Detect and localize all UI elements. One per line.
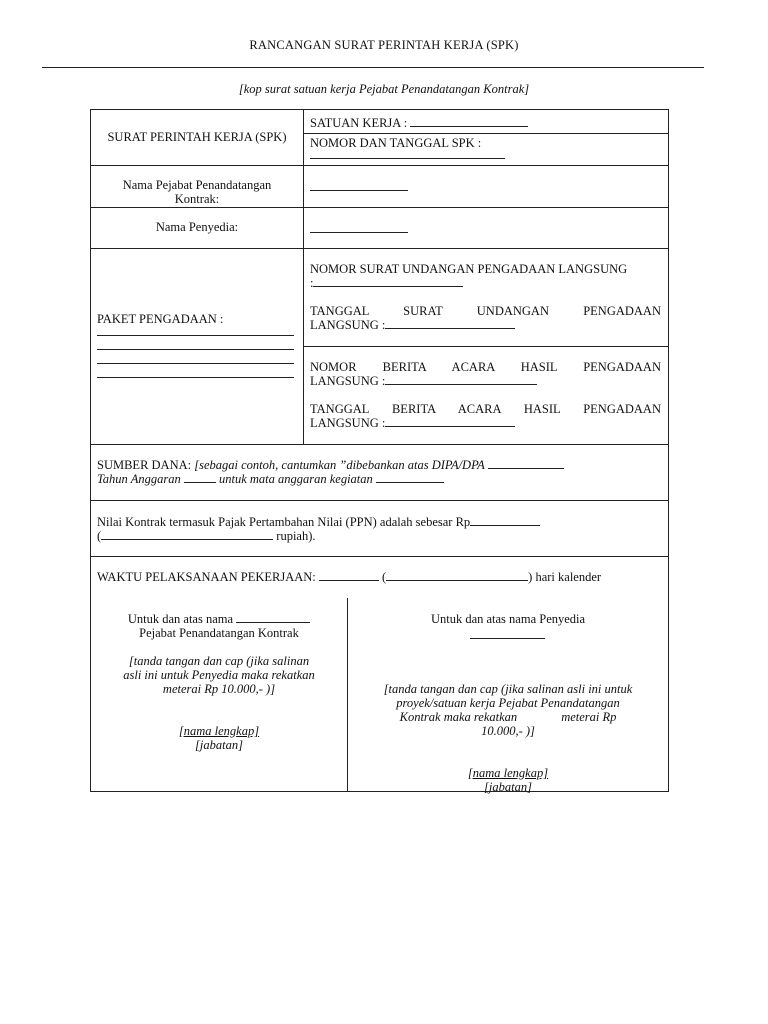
- waktu-pelaksanaan: [97, 570, 601, 584]
- sign-left-ttd-3: meterai Rp 10.000,- )]: [162, 682, 276, 696]
- waktu-suffix: ) hari kalender: [528, 570, 602, 584]
- nomor-undangan-field[interactable]: [310, 276, 463, 290]
- sign-left-ttd-2: asli ini untuk Penyedia maka rekatkan: [123, 668, 315, 682]
- waktu-label: WAKTU PELAKSANAAN PEKERJAAN:: [97, 570, 316, 584]
- nomor-berita-acara-blank[interactable]: [385, 374, 537, 385]
- row-divider: [303, 346, 669, 347]
- satuan-kerja-field[interactable]: [310, 116, 528, 130]
- tanggal-undangan-label-2: LANGSUNG :: [310, 318, 386, 332]
- spk-label: SURAT PERINTAH KERJA (SPK): [107, 130, 287, 144]
- title-divider: [42, 67, 704, 68]
- sumber-dana-instruction: [sebagai contoh, cantumkan ”dibebankan atas DIPA/DPA: [194, 458, 485, 472]
- penyedia-label: Nama Penyedia:: [155, 220, 239, 234]
- sign-left-nama: [nama lengkap]: [178, 724, 260, 738]
- sign-right-ttd-3b: meterai Rp: [561, 710, 617, 724]
- tahun-anggaran-blank[interactable]: [184, 472, 216, 483]
- nomor-undangan-colon: :: [310, 276, 314, 290]
- sign-right-ttd-2: proyek/satuan kerja Pejabat Penandatangan: [396, 696, 620, 710]
- nomor-undangan-label: NOMOR SURAT UNDANGAN PENGADAAN LANGSUNG: [310, 262, 628, 276]
- mata-anggaran-label: untuk mata anggaran kegiatan: [218, 472, 373, 486]
- document-title: RANCANGAN SURAT PERINTAH KERJA (SPK): [249, 38, 519, 52]
- sign-right-line1: Untuk dan atas nama Penyedia: [430, 612, 586, 626]
- pejabat-label: [91, 178, 303, 206]
- sign-right-nama-blank[interactable]: [470, 638, 545, 639]
- nilai-open-paren: (: [97, 529, 102, 543]
- waktu-blank[interactable]: [319, 570, 379, 581]
- nilai-kontrak-line2: [97, 529, 316, 543]
- waktu-terbilang-blank[interactable]: [386, 570, 528, 581]
- row-divider: [91, 165, 669, 166]
- nilai-terbilang-blank[interactable]: [101, 529, 273, 540]
- column-divider: [303, 110, 304, 444]
- sign-left-jabatan: [jabatan]: [195, 738, 243, 752]
- row-divider: [91, 444, 669, 445]
- nomor-berita-acara-label-2: LANGSUNG :: [310, 374, 386, 388]
- paket-blank-3[interactable]: [97, 363, 294, 364]
- pejabat-label-line1: Nama Pejabat Penandatangan: [122, 178, 272, 192]
- nomor-berita-acara-field[interactable]: [310, 374, 537, 388]
- sign-left-line1: [91, 612, 347, 626]
- row-divider: [91, 207, 669, 208]
- paket-pengadaan-label: PAKET PENGADAAN :: [97, 312, 224, 326]
- waktu-open-paren: (: [382, 570, 387, 584]
- dipa-dpa-blank[interactable]: [488, 458, 564, 469]
- tanggal-berita-acara-blank[interactable]: [385, 416, 515, 427]
- sign-left-atas-nama: Untuk dan atas nama: [127, 612, 234, 626]
- penyedia-blank[interactable]: [310, 232, 408, 233]
- tanggal-undangan-label: TANGGAL SURAT UNDANGAN PENGADAAN: [310, 304, 661, 318]
- sign-left-pejabat: Pejabat Penandatangan Kontrak: [139, 626, 299, 640]
- paket-blank-1[interactable]: [97, 335, 294, 336]
- nilai-kontrak-line1: [97, 515, 540, 529]
- sign-left-ttd-1: [tanda tangan dan cap (jika salinan: [128, 654, 310, 668]
- tanggal-berita-acara-field[interactable]: [310, 416, 515, 430]
- tanggal-berita-acara-label: TANGGAL BERITA ACARA HASIL PENGADAAN: [310, 402, 661, 416]
- sumber-dana-label: SUMBER DANA:: [97, 458, 192, 472]
- nilai-kontrak-rp-blank[interactable]: [470, 515, 540, 526]
- row-divider: [91, 556, 669, 557]
- nomor-berita-acara-label: NOMOR BERITA ACARA HASIL PENGADAAN: [310, 360, 661, 374]
- tanggal-undangan-blank[interactable]: [385, 318, 515, 329]
- sumber-dana-line1: [97, 458, 663, 472]
- mata-anggaran-blank[interactable]: [376, 472, 444, 483]
- sumber-dana-line2: [97, 472, 444, 486]
- sign-right-ttd-1: [tanda tangan dan cap (jika salinan asli ini untuk: [383, 682, 633, 696]
- sign-right-ttd-4: 10.000,- )]: [481, 724, 535, 738]
- sign-right-ttd-3: [347, 710, 669, 724]
- nomor-undangan-blank[interactable]: [313, 276, 463, 287]
- spk-form: [90, 109, 669, 792]
- tanggal-berita-acara-label-2: LANGSUNG :: [310, 416, 386, 430]
- nomor-tanggal-spk-blank[interactable]: [310, 158, 505, 159]
- sign-left-satker-blank[interactable]: [236, 612, 310, 623]
- row-divider: [303, 133, 669, 134]
- nilai-kontrak-label: Nilai Kontrak termasuk Pajak Pertambahan Nilai (PPN) adalah sebesar Rp: [97, 515, 471, 529]
- sign-right-jabatan: [jabatan]: [484, 780, 532, 794]
- satuan-kerja-label: SATUAN KERJA :: [310, 116, 408, 130]
- nomor-tanggal-spk-label: NOMOR DAN TANGGAL SPK :: [310, 136, 482, 150]
- paket-blank-2[interactable]: [97, 349, 294, 350]
- pejabat-label-line2: Kontrak:: [174, 192, 220, 206]
- row-divider: [91, 500, 669, 501]
- paket-blank-4[interactable]: [97, 377, 294, 378]
- row-divider: [91, 248, 669, 249]
- letterhead-placeholder: [kop surat satuan kerja Pejabat Penandatangan Kontrak]: [238, 82, 530, 96]
- nilai-rupiah-label: rupiah).: [276, 529, 316, 543]
- sign-right-nama: [nama lengkap]: [467, 766, 549, 780]
- satuan-kerja-blank[interactable]: [410, 116, 528, 127]
- pejabat-blank[interactable]: [310, 190, 408, 191]
- tanggal-undangan-field[interactable]: [310, 318, 515, 332]
- tahun-anggaran-label: Tahun Anggaran: [97, 472, 181, 486]
- sign-right-ttd-3a: Kontrak maka rekatkan: [399, 710, 518, 724]
